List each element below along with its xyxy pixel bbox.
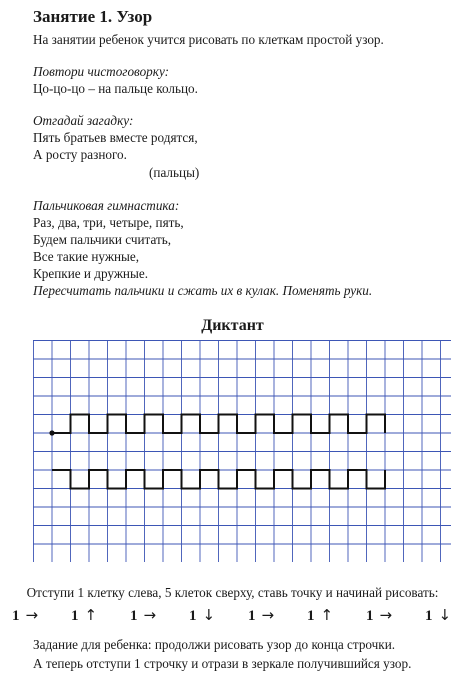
graph-paper-grid bbox=[33, 340, 451, 562]
gymnastics-line: Раз, два, три, четыре, пять, bbox=[33, 215, 184, 230]
right-arrow-icon: → bbox=[143, 606, 157, 624]
riddle-answer: (пальцы) bbox=[149, 165, 200, 180]
up-arrow-icon: ↑ bbox=[84, 606, 98, 624]
lesson-intro: На занятии ребенок учится рисовать по клеткам простой узор. bbox=[33, 32, 384, 47]
direction-step bbox=[248, 606, 274, 625]
direction-step bbox=[12, 606, 38, 625]
step-count: 1 bbox=[12, 608, 20, 624]
direction-step bbox=[366, 606, 392, 625]
dictation-instruction: Отступи 1 клетку слева, 5 клеток сверху, ставь точку и начинай рисовать: bbox=[26, 585, 439, 600]
start-dot bbox=[49, 430, 54, 435]
step-count: 1 bbox=[307, 608, 315, 624]
right-arrow-icon: → bbox=[379, 606, 393, 624]
step-count: 1 bbox=[130, 608, 138, 624]
riddle-line: Пять братьев вместе родятся, bbox=[33, 130, 198, 145]
lesson-title: Занятие 1. Узор bbox=[33, 7, 153, 26]
right-arrow-icon: → bbox=[25, 606, 39, 624]
gymnastics-line: Все такие нужные, bbox=[33, 249, 140, 264]
gymnastics-label: Пальчиковая гимнастика: bbox=[33, 198, 180, 213]
up-arrow-icon: ↑ bbox=[320, 606, 334, 624]
gymnastics-instruction: Пересчитать пальчики и сжать их в кулак. Поменять руки. bbox=[33, 283, 373, 298]
mirrored-pattern-line bbox=[52, 470, 385, 489]
step-count: 1 bbox=[425, 608, 433, 624]
riddle-line: А росту разного. bbox=[33, 147, 127, 162]
gymnastics-line: Крепкие и дружные. bbox=[33, 266, 148, 281]
riddle-label: Отгадай загадку: bbox=[33, 113, 134, 128]
direction-sequence bbox=[0, 606, 465, 636]
tongue-twister-label: Повтори чистоговорку: bbox=[33, 64, 170, 79]
direction-step bbox=[71, 606, 97, 625]
step-count: 1 bbox=[189, 608, 197, 624]
direction-step bbox=[425, 606, 451, 625]
direction-step bbox=[307, 606, 333, 625]
gymnastics-line: Будем пальчики считать, bbox=[33, 232, 172, 247]
right-arrow-icon: → bbox=[261, 606, 275, 624]
tongue-twister-text: Цо-цо-цо – на пальце кольцо. bbox=[33, 81, 198, 96]
child-task: Задание для ребенка: продолжи рисовать узор до конца строчки. bbox=[33, 637, 396, 652]
step-count: 1 bbox=[366, 608, 374, 624]
dictation-heading: Диктант bbox=[201, 317, 264, 334]
pattern-line bbox=[52, 415, 385, 434]
mirror-task: А теперь отступи 1 строчку и отрази в зеркале получившийся узор. bbox=[33, 656, 412, 671]
step-count: 1 bbox=[71, 608, 79, 624]
direction-step bbox=[189, 606, 215, 625]
grid-lines bbox=[33, 340, 451, 562]
down-arrow-icon: ↓ bbox=[202, 606, 216, 624]
direction-step bbox=[130, 606, 156, 625]
down-arrow-icon: ↓ bbox=[438, 606, 452, 624]
step-count: 1 bbox=[248, 608, 256, 624]
